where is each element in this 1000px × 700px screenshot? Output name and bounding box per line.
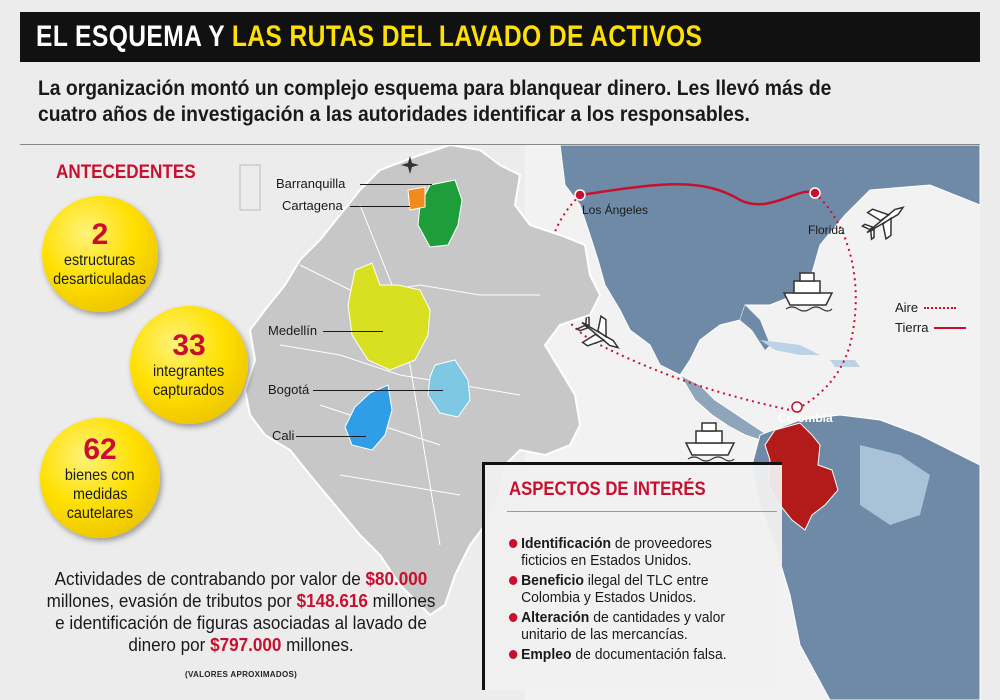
bullet-icon [509,650,517,659]
aspectos-divider [507,511,777,512]
city-label-cartagena: Cartagena [282,198,343,213]
leader-medellin [323,331,383,332]
summary-text: millones e identificación de figuras asociadas al lavado de dinero por [55,591,436,655]
legend-land [895,320,966,335]
stat-label: capturados [153,382,225,399]
stat-number: 2 [91,218,109,251]
summary-text: millones, evasión de tributos por [46,591,297,611]
item-keyword: Identificación [521,535,612,552]
bullet-icon [509,576,517,585]
leader-barranquilla [360,184,432,185]
legend-land-label: Tierra [895,320,929,335]
list-item [509,609,760,643]
leader-cartagena [350,206,410,207]
stat-label: integrantes [153,363,225,380]
item-keyword: Beneficio [521,572,584,589]
stat-bubble-bienes [40,418,160,538]
stat-bubble-estructuras [42,196,158,312]
summary-text: millones. [281,635,354,655]
legend-land-line [934,327,966,329]
aspectos-list [509,535,779,666]
stat-number: 33 [172,329,206,362]
aspectos-heading: ASPECTOS DE INTERÉS [509,479,706,500]
summary-text: Actividades de contrabando por valor de [54,569,366,589]
city-label-barranquilla: Barranquilla [276,176,346,191]
item-text: de documentación falsa. [571,646,727,663]
legend-air [895,300,956,315]
stat-number: 62 [83,432,117,466]
stat-label: cautelares [66,504,134,522]
route-label-los-angeles: Los Ángeles [582,203,649,217]
hispaniola-island [830,360,860,367]
route-label-colombia: Colombia [778,411,833,425]
route-label-florida: Florida [808,223,845,237]
leader-bogota [313,390,443,391]
legend-air-label: Aire [895,300,919,315]
item-keyword: Empleo [521,646,572,663]
item-text: de cantidades y valor unitario de las mercancías. [521,609,726,643]
intro-text: La organización montó un complejo esquema para blanquear dinero. Les llevó más de cuatro años de investigación a las autoridades identificar a los responsables. [38,77,832,126]
legend-air-line [924,307,956,309]
city-label-cali: Cali [272,428,295,443]
cartagena-region [408,187,425,210]
footnote-approximate: (VALORES APROXIMADOS) [185,670,298,679]
title-part-yellow: LAS RUTAS DEL LAVADO DE ACTIVOS [231,20,703,53]
stat-bubble-integrantes [130,306,248,424]
stat-label: desarticuladas [53,271,147,288]
bullet-icon [509,539,517,548]
antecedentes-heading: ANTECEDENTES [56,162,196,183]
san-andres-inset [240,165,260,210]
page-title [36,20,702,54]
list-item [509,535,760,569]
list-item [509,646,760,663]
amount-contrabando: $80.000 [365,569,428,589]
item-keyword: Alteración [521,609,590,626]
florida-marker [810,188,820,198]
stat-label: bienes con [65,466,135,484]
title-part-white: EL ESQUEMA Y [36,20,232,53]
amount-evasion: $148.616 [296,591,368,611]
los-angeles-marker [575,190,585,200]
item-text: ilegal del TLC entre Colombia y Estados Unidos. [521,572,709,606]
bullet-icon [509,613,517,622]
financial-summary [46,568,436,656]
aspectos-panel [482,462,782,690]
stat-label: medidas [72,485,128,503]
city-label-bogota: Bogotá [268,382,310,397]
title-bar [20,12,980,62]
list-item [509,572,760,606]
city-label-medellin: Medellín [268,323,318,338]
leader-cali [296,436,366,437]
item-text: de proveedores ficticios en Estados Unidos. [521,535,712,569]
stat-label: estructuras [64,252,136,269]
amount-lavado: $797.000 [210,635,282,655]
